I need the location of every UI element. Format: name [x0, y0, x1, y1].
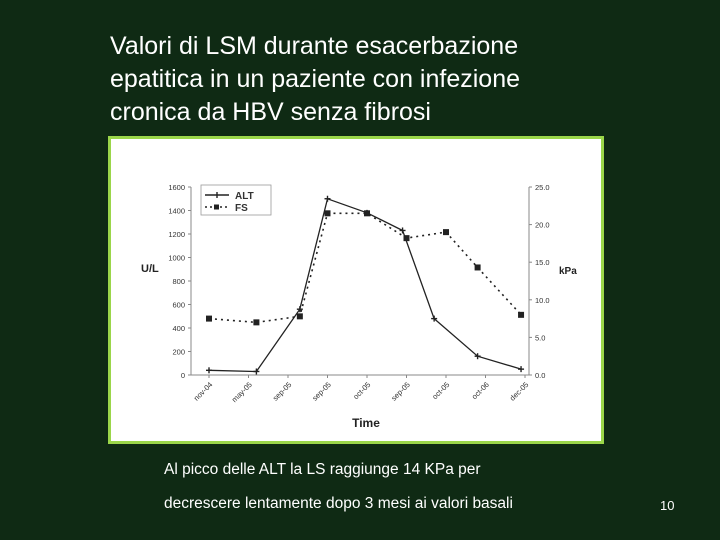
- series-point-fs: [253, 319, 259, 325]
- y-left-tick-label: 1200: [168, 230, 185, 239]
- series-line-fs: [209, 213, 521, 322]
- title-line-2: epatitica in un paziente con infezione: [110, 65, 521, 93]
- caption-line-1: Al picco delle ALT la LS raggiunge 14 KPa per: [164, 461, 481, 478]
- y-right-tick-label: 10.0: [535, 295, 550, 305]
- y-left-tick-label: 600: [172, 300, 185, 310]
- legend-label-fs: FS: [235, 203, 248, 214]
- title-line-1: Valori di LSM durante esacerbazione: [110, 32, 519, 60]
- x-tick-label: sep-05: [310, 380, 333, 403]
- x-tick-label: sep-05: [389, 380, 412, 403]
- y-left-tick-label: 400: [172, 324, 185, 333]
- y-left-tick-label: 1400: [168, 206, 185, 216]
- page-number: 10: [660, 498, 675, 513]
- series-point-fs: [325, 210, 331, 216]
- legend-marker-fs: [214, 205, 219, 210]
- series-line-alt: [209, 199, 521, 372]
- x-tick-label: may-05: [229, 380, 254, 405]
- y-right-tick-label: 25.0: [535, 183, 550, 192]
- series-point-fs: [475, 264, 481, 270]
- slide-title: [110, 30, 700, 129]
- series-point-fs: [297, 313, 303, 319]
- series-layer: [206, 196, 524, 375]
- x-tick-label: oct-06: [469, 380, 491, 402]
- series-point-fs: [404, 235, 410, 241]
- x-tick-label: sep-05: [270, 380, 294, 403]
- y-left-tick-label: 0: [180, 371, 185, 380]
- y-right-tick-label: 0.0: [535, 371, 546, 380]
- chart-frame: [108, 136, 604, 444]
- y-left-tick-label: 1000: [168, 253, 185, 263]
- x-tick-label: nov-04: [191, 380, 215, 403]
- line-chart: [111, 139, 601, 441]
- x-axis-label: Time: [352, 416, 380, 430]
- caption-line-2: decrescere lentamente dopo 3 mesi ai valori basali: [164, 495, 513, 512]
- series-point-fs: [518, 312, 524, 318]
- x-tick-label: dec-05: [507, 380, 531, 403]
- series-point-alt: [206, 367, 212, 373]
- y-axis-right-label: kPa: [559, 266, 577, 277]
- y-axis-left-label: U/L: [141, 263, 159, 275]
- y-axis-right: [529, 183, 550, 380]
- series-point-fs: [443, 229, 449, 235]
- series-point-alt: [325, 196, 331, 202]
- y-right-tick-label: 15.0: [535, 258, 550, 268]
- y-axis-left: [168, 183, 191, 380]
- series-point-fs: [364, 210, 370, 216]
- y-left-tick-label: 200: [172, 347, 185, 357]
- y-right-tick-label: 20.0: [535, 220, 550, 230]
- series-point-alt: [518, 366, 524, 372]
- series-point-fs: [206, 316, 212, 322]
- legend-label-alt: ALT: [235, 191, 254, 202]
- y-left-tick-label: 1600: [168, 183, 185, 192]
- title-line-3: cronica da HBV senza fibrosi: [110, 98, 431, 126]
- y-right-tick-label: 5.0: [535, 333, 546, 343]
- series-point-alt: [400, 227, 406, 233]
- x-axis: [192, 375, 531, 404]
- x-tick-label: oct-05: [430, 380, 452, 402]
- legend: [201, 185, 271, 215]
- x-tick-label: oct-05: [351, 380, 373, 402]
- y-left-tick-label: 800: [172, 277, 185, 286]
